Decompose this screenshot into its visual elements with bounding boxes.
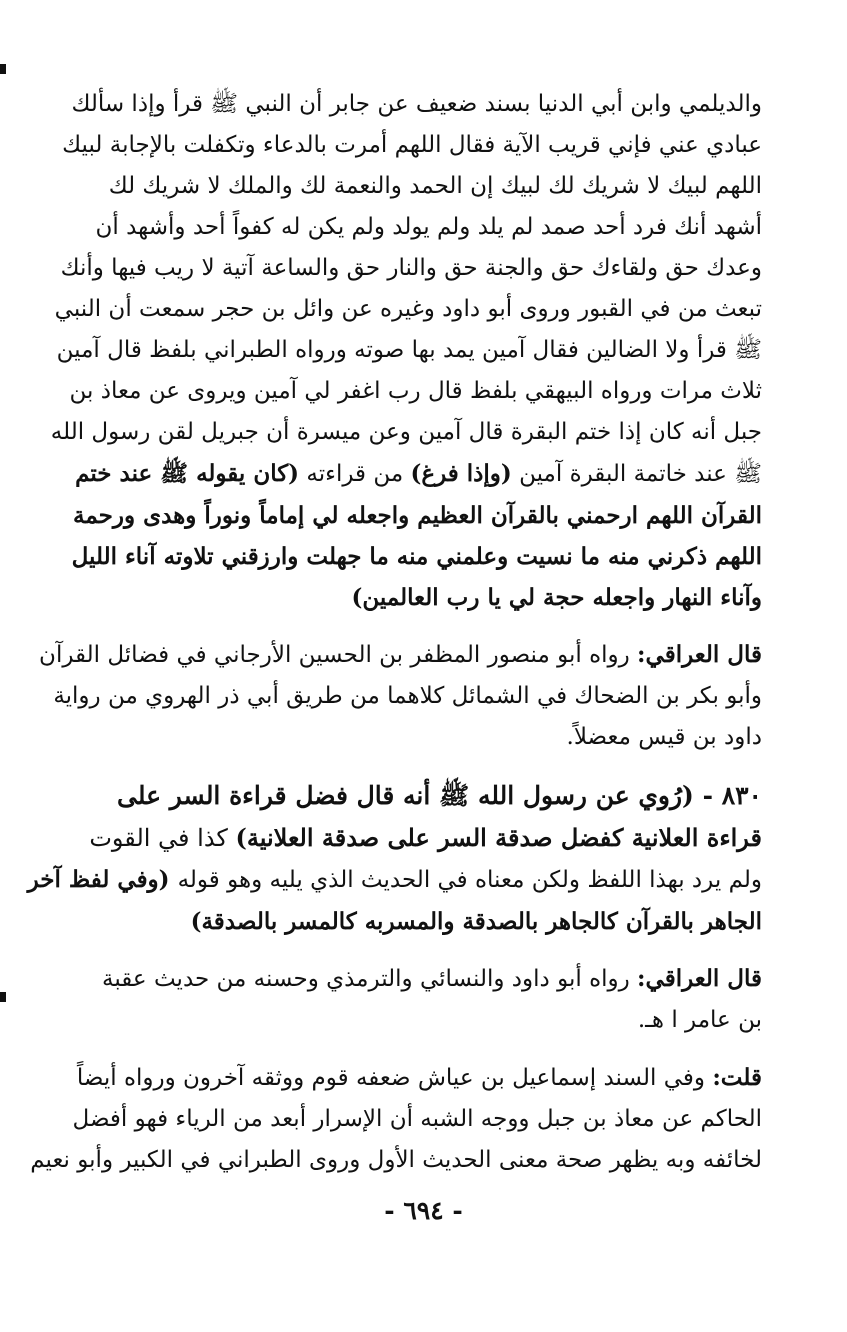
- hadith-text-line: القرآن اللهم ارحمني بالقرآن العظيم واجعله لي إماماً ونوراً وهدى ورحمة: [73, 502, 762, 529]
- text-line-mixed: [39, 634, 762, 676]
- text-line: بن عامر ا هـ.: [637, 1007, 762, 1033]
- scan-edge-mark: [0, 64, 6, 74]
- text-line: اللهم لبيك لا شريك لك لبيك إن الحمد والنعمة لك والملك لا شريك لك: [108, 173, 762, 199]
- hadith-number: ٨٣٠ -: [702, 781, 762, 810]
- text-line: وعدك حق ولقاءك حق والجنة حق والنار حق والساعة آتية لا ريب فيها وأنك: [60, 255, 762, 281]
- qultu-paragraph: [30, 1057, 762, 1181]
- text-normal: من قراءته: [306, 461, 404, 487]
- text-bold: قراءة العلانية كفضل صدقة السر على صدقة العلانية): [235, 823, 762, 852]
- text-bold: (وفي لفظ آخر: [27, 866, 178, 893]
- hadith-text-line: الجاهر بالقرآن كالجاهر بالصدقة والمسربه كالمسر بالصدقة): [190, 908, 762, 935]
- text-line: الحاكم عن معاذ بن جبل ووجه الشبه أن الإسرار أبعد من الرياء فهو أفضل: [72, 1106, 762, 1132]
- hadith-text-line: اللهم ذكرني منه ما نسيت وعلمني منه ما جهلت وارزقني تلاوته آناء الليل: [71, 543, 762, 570]
- text-normal: ﷺ عند خاتمة البقرة آمين: [519, 461, 762, 487]
- text-line: وأبو بكر بن الضحاك في الشمائل كلاهما من طريق أبي ذر الهروي من رواية: [53, 683, 762, 709]
- text-line-mixed: [78, 958, 762, 1000]
- commentary-label: قال العراقي:: [637, 965, 762, 992]
- text-normal: وفي السند إسماعيل بن عياش ضعفه قوم ووثقه آخرون ورواه أيضاً: [76, 1065, 713, 1091]
- scan-edge-mark: [0, 992, 6, 1002]
- text-line: جبل أنه كان إذا ختم البقرة قال آمين وعن ميسرة أن جبريل لقن رسول الله: [50, 419, 762, 445]
- commentary-label: قلت:: [712, 1064, 762, 1091]
- hadith-830: [27, 774, 762, 942]
- text-line: أشهد أنك فرد أحد صمد لم يلد ولم يولد ولم يكن له كفواً أحد وأشهد أن: [95, 214, 762, 240]
- text-line: عبادي عني فإني قريب الآية فقال اللهم أمرت بالدعاء وتكفلت بالإجابة لبيك: [62, 132, 762, 158]
- text-line-mixed: [27, 859, 762, 901]
- text-normal: كذا في القوت: [89, 824, 236, 852]
- text-line: لخائفه وبه يظهر صحة معنى الحديث الأول وروى الطبراني في الكبير وأبو نعيم: [30, 1147, 762, 1173]
- text-normal: رواه أبو منصور المظفر بن الحسين الأرجاني في فضائل القرآن: [39, 642, 638, 668]
- text-line: والديلمي وابن أبي الدنيا بسند ضعيف عن جابر أن النبي ﷺ قرأ وإذا سألك: [71, 91, 762, 117]
- page-number: - ٦٩٤ -: [384, 1196, 463, 1225]
- text-line-mixed: [78, 817, 762, 859]
- text-line: تبعث من في القبور وروى أبو داود وغيره عن وائل بن حجر سمعت أن النبي: [54, 296, 762, 322]
- hadith-heading-line: [78, 774, 762, 817]
- hadith-heading-text: (رُوي عن رسول الله ﷺ أنه قال فضل قراءة السر على: [116, 781, 694, 810]
- text-line: داود بن قيس معضلاً.: [566, 724, 762, 750]
- text-bold: (كان يقوله ﷺ عند ختم: [75, 460, 300, 487]
- text-line: ﷺ قرأ ولا الضالين فقال آمين يمد بها صوته ورواه الطبراني بلفظ قال آمين: [56, 337, 762, 363]
- hadith-text-line: وآناء النهار واجعله حجة لي يا رب العالمين): [351, 584, 762, 611]
- text-line-mixed: [78, 1057, 762, 1099]
- page-body: [27, 84, 762, 1181]
- text-normal: ولم يرد بهذا اللفظ ولكن معناه في الحديث الذي يليه وهو قوله: [177, 867, 762, 893]
- commentary-label: قال العراقي:: [637, 641, 762, 668]
- paragraph-main: [50, 84, 762, 618]
- text-line-mixed: [75, 453, 762, 495]
- iraqi-commentary: [39, 634, 762, 758]
- iraqi-commentary: [78, 958, 762, 1041]
- text-bold: (وإذا فرغ): [410, 460, 512, 487]
- text-line: ثلاث مرات ورواه البيهقي بلفظ قال رب اغفر لي آمين ويروى عن معاذ بن: [69, 378, 762, 404]
- text-normal: رواه أبو داود والنسائي والترمذي وحسنه من حديث عقبة: [102, 966, 638, 992]
